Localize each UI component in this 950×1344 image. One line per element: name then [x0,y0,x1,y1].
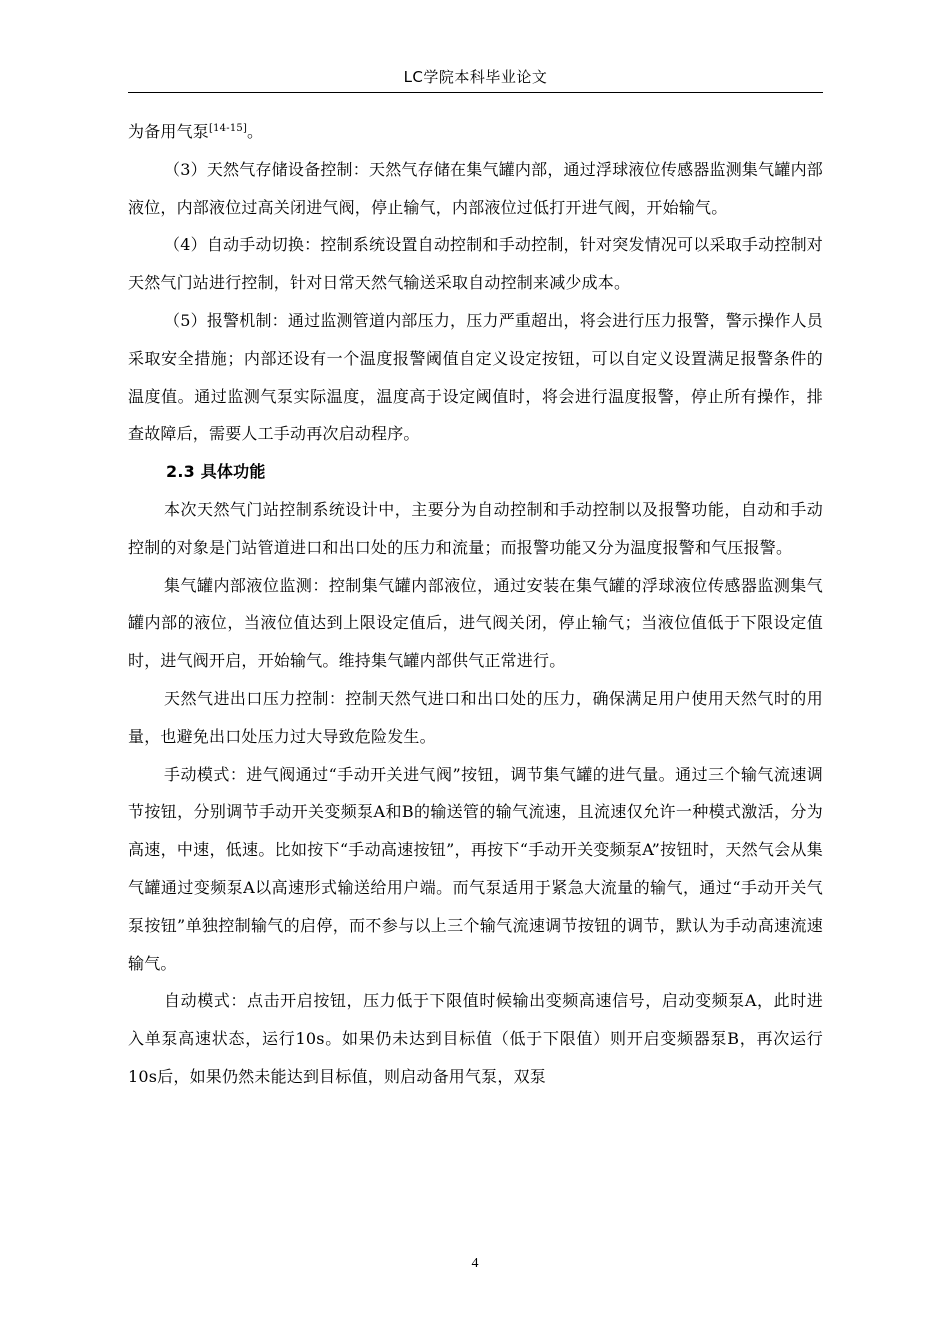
paragraph-alarm-mechanism: （5）报警机制：通过监测管道内部压力，压力严重超出，将会进行压力报警，警示操作人员采取安全措施；内部还设有一个温度报警阈值自定义设定按钮，可以自定义设置满足报警条件的温度值。通过监测气泵实际温度，温度高于设定阈值时，将会进行温度报警，停止所有操作，排查故障后，需要人工手动再次启动程序。 [128,310,823,444]
section-heading [128,453,823,491]
running-header: LC学院本科毕业论文 [403,68,548,86]
paragraph-auto-manual-switch: （4）自动手动切换：控制系统设置自动控制和手动控制，针对突发情况可以采取手动控制对天然气门站进行控制，针对日常天然气输送采取自动控制来减少成本。 [128,235,823,293]
section-number: 2.3 [166,462,195,482]
section-title: 具体功能 [200,462,266,482]
paragraph-auto-mode: 自动模式：点击开启按钮，压力低于下限值时候输出变频高速信号，启动变频泵A，此时进入单泵高速状态，运行10s。如果仍未达到目标值（低于下限值）则开启变频器泵B，再次运行10s后，如果仍然未能达到目标值，则启动备用气泵，双泵 [128,991,823,1086]
body-text [128,113,823,1096]
header-divider [128,92,823,93]
paragraph-text: 为备用气泵 [128,122,210,141]
page-number: 4 [471,1256,479,1271]
paragraph-storage-control: （3）天然气存储设备控制：天然气存储在集气罐内部，通过浮球液位传感器监测集气罐内部液位，内部液位过高关闭进气阀，停止输气，内部液位过低打开进气阀，开始输气。 [128,159,823,217]
citation-superscript: [14-15] [209,123,248,134]
paragraph-continued [128,113,823,151]
paragraph-level-monitoring: 集气罐内部液位监测：控制集气罐内部液位，通过安装在集气罐的浮球液位传感器监测集气罐内部的液位，当液位值达到上限设定值后，进气阀关闭，停止输气；当液位值低于下限设定值时，进气阀开启，开始输气。维持集气罐内部供气正常进行。 [128,575,823,671]
paragraph-overview: 本次天然气门站控制系统设计中，主要分为自动控制和手动控制以及报警功能，自动和手动控制的对象是门站管道进口和出口处的压力和流量；而报警功能又分为温度报警和气压报警。 [128,499,823,557]
paragraph-tail: 。 [247,122,264,141]
paragraph-pressure-control: 天然气进出口压力控制：控制天然气进口和出口处的压力，确保满足用户使用天然气时的用量，也避免出口处压力过大导致危险发生。 [128,688,823,746]
paragraph-manual-mode: 手动模式：进气阀通过“手动开关进气阀”按钮，调节集气罐的进气量。通过三个输气流速调节按钮，分别调节手动开关变频泵A和B的输送管的输气流速，且流速仅允许一种模式激活，分为高速，中速，低速。比如按下“手动高速按钮”，再按下“手动开关变频泵A”按钮时，天然气会从集气罐通过变频泵A以高速形式输送给用户端。而气泵适用于紧急大流量的输气，通过“手动开关气泵按钮”单独控制输气的启停，而不参与以上三个输气流速调节按钮的调节，默认为手动高速流速输气。 [128,764,823,973]
